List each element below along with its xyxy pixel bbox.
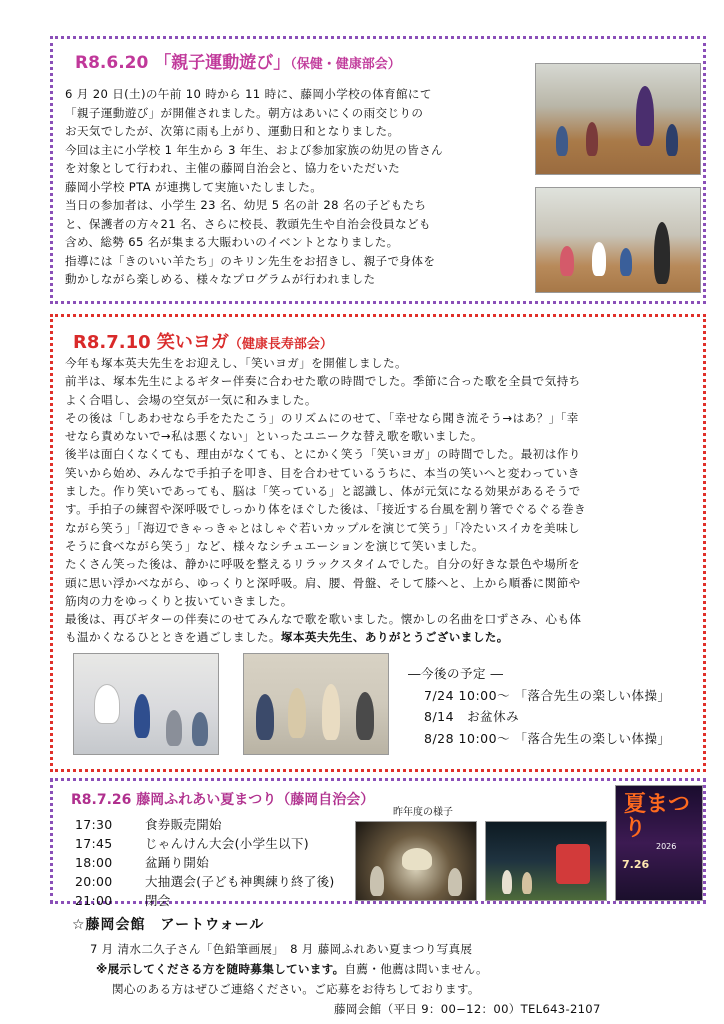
- schedule-heading: ―今後の予定 ―: [408, 666, 504, 681]
- section2-line: その後は「しあわせなら手をたたこう」のリズムにのせて、「幸せなら聞き流そう→はあ？」「幸: [65, 410, 579, 425]
- event-time: 17:30: [75, 817, 113, 832]
- section2-line: 最後は、再びギターの伴奏にのせてみんなで歌を歌いました。懐かしの名曲を口ずさみ、心も体: [65, 612, 582, 627]
- section2-line: 筋肉の力をゆっくりと抜いていきました。: [65, 593, 293, 608]
- event-label: じゃんけん大会(小学生以下): [145, 836, 309, 851]
- artwall-recruit: [96, 961, 488, 977]
- section1-line: 6 月 20 日(土)の午前 10 時から 11 時に、藤岡小学校の体育館にて: [65, 87, 432, 101]
- section2-closing-line: [65, 628, 695, 646]
- photo-caption: 昨年度の様子: [393, 807, 453, 818]
- festival-timetable: [75, 815, 335, 910]
- timetable-row: [75, 872, 335, 891]
- section2-line: す。手拍子の練習や深呼吸でしっかり体をほぐした後は、「接近する台風を割り箸でぐるぐる巻き: [65, 502, 587, 517]
- section1-line: お天気でしたが、次第に雨も上がり、運動日和となりました。: [65, 124, 400, 138]
- section2-line: 後半は面白くなくても、理由がなくても、とにかく笑う「笑いヨガ」の時間でした。最初は作り: [65, 447, 581, 462]
- section3-title: R8.7.26 藤岡ふれあい夏まつり（藤岡自治会）: [71, 792, 375, 808]
- event-time: 20:00: [75, 874, 113, 889]
- section1-line: 「親子運動遊び」が開催されました。朝方はあいにくの雨交じりの: [65, 105, 424, 120]
- section-parent-child-exercise: [50, 36, 706, 304]
- artwall-invite: 関心のある方はぜひご連絡ください。ご応募をお待ちしております。: [112, 982, 480, 996]
- section2-body: [65, 354, 695, 647]
- section2-line: たくさん笑った後は、静かに呼吸を整えるリラックスタイムでした。自分の好きな景色や場所を: [65, 557, 581, 572]
- section2-line: 頭に思い浮かべながら、ゆっくりと深呼吸。肩、腰、骨盤、そして膝へと、上から順番に関節や: [65, 575, 581, 590]
- section2-title-main: R8.7.10 笑いヨガ: [73, 332, 229, 353]
- section2-line: よく合唱し、会場の空気が一気に和みました。: [65, 392, 317, 407]
- event-time: 17:45: [75, 836, 113, 851]
- schedule-item: 8/14 お盆休み: [424, 709, 520, 724]
- festival-dance-photo: [485, 821, 607, 901]
- section2-line: ました。作り笑いであっても、脳は「笑っている」と認識し、体が元気になる効果があるそうで: [65, 484, 581, 499]
- yoga-session-photo: [73, 653, 219, 755]
- section1-line: を対象として行われ、主催の藤岡自治会と、協力をいただいた: [65, 161, 401, 175]
- artwall-title: ☆藤岡会館 アートウォール: [72, 917, 265, 933]
- poster-year: 2026: [656, 842, 677, 851]
- event-label: 大抽選会(子ども神輿練り終了後): [145, 874, 335, 889]
- event-label: 食券販売開始: [145, 817, 222, 832]
- section1-line: 当日の参加者は、小学生 23 名、幼児 5 名の計 28 名の子どもたち: [65, 198, 427, 212]
- festival-poster: [615, 785, 703, 901]
- section2-line: 前半は、塚本先生によるギター伴奏に合わせた歌の時間でした。季節に合った歌を全員で気持ち: [65, 374, 581, 389]
- section2-title: [73, 328, 333, 354]
- gym-event-photo: [535, 63, 701, 175]
- contact-info: 藤岡会館（平日 9：00−12：00）TEL643-2107: [334, 1002, 601, 1016]
- upcoming-schedule: [408, 663, 671, 749]
- event-label: 閉会: [145, 893, 171, 908]
- event-time: 18:00: [75, 855, 113, 870]
- section2-line: せなら責めないで→私は悪くない」といったユニークな替え歌を歌いました。: [65, 429, 483, 444]
- section1-title-main: R8.6.20 「親子運動遊び」: [75, 53, 291, 73]
- timetable-row: [75, 891, 335, 910]
- schedule-item: 8/28 10:00～ 「落合先生の楽しい体操」: [424, 730, 671, 746]
- poster-date: 7.26: [622, 858, 650, 871]
- poster-title: 夏まつり: [624, 791, 691, 841]
- section1-line: 藤岡小学校 PTA が連携して実施いたしました。: [65, 179, 323, 194]
- schedule-item: 7/24 10:00～ 「落合先生の楽しい体操」: [424, 687, 671, 703]
- gym-children-photo: [535, 187, 701, 293]
- section1-body: [65, 85, 531, 289]
- section1-title: [75, 48, 401, 73]
- event-label: 盆踊り開始: [145, 855, 210, 870]
- section-laughter-yoga: [50, 314, 706, 772]
- artwall-recruit-bold: ※展示してくださる方を随時募集しています。: [96, 962, 345, 976]
- timetable-row: [75, 815, 335, 834]
- section1-line: 動かしながら楽しめる、様々なプログラムが行われました: [65, 272, 376, 286]
- yoga-participants-photo: [243, 653, 389, 755]
- section2-line: も温かくなるひとときを過ごしました。: [65, 630, 281, 645]
- section1-line: 含め、総勢 65 名が集まる大賑わいのイベントとなりました。: [65, 235, 399, 249]
- section1-line: 今回は主に小学校 1 年生から 3 年生、および参加家族の幼児の皆さん: [65, 142, 443, 157]
- section2-line: そうに食べながら笑う」など、様々なシチュエーションを演じて笑いました。: [65, 538, 484, 553]
- timetable-row: [75, 834, 335, 853]
- section2-title-sub: （健康長寿部会）: [228, 337, 333, 352]
- section1-line: と、保護者の方々21 名、さらに校長、教頭先生や自治会役員なども: [65, 216, 431, 231]
- artwall-recruit-rest: 自薦・他薦は問いません。: [344, 962, 488, 976]
- section2-line: 今年も塚本英夫先生をお迎えし、「笑いヨガ」を開催しました。: [65, 356, 408, 370]
- section2-line: 笑いから始め、みんなで手拍子を叩き、目を合わせているうちに、本当の笑いへと変わっていき: [65, 465, 580, 480]
- section1-line: 指導には「きのいい羊たち」のキリン先生をお招きし、親子で身体を: [65, 253, 436, 268]
- section2-line: ながら笑う」「海辺できゃっきゃとはしゃぐ若いカップルを演じて笑う」「冷たいスイカを美味し: [65, 520, 580, 535]
- thanks-message: 塚本英夫先生、ありがとうございました。: [280, 630, 509, 645]
- section-summer-festival: [50, 778, 706, 908]
- artwall-exhibits: 7 月 清水二久子さん「色鉛筆画展」 8 月 藤岡ふれあい夏まつり写真展: [90, 942, 473, 956]
- festival-mikoshi-photo: [355, 821, 477, 901]
- event-time: 21:00: [75, 893, 113, 908]
- timetable-row: [75, 853, 335, 872]
- section1-title-sub: （保健・健康部会）: [290, 57, 401, 72]
